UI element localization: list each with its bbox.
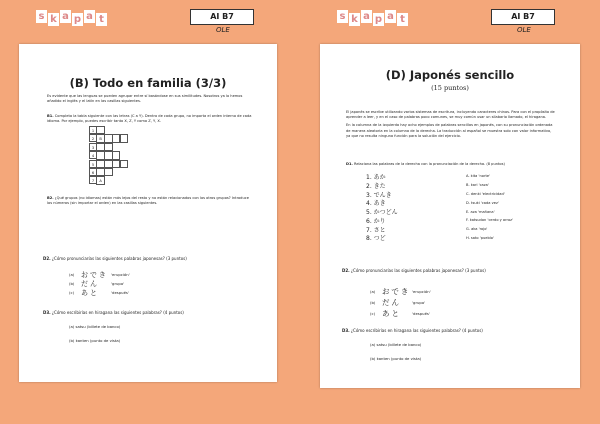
d3-answers bbox=[69, 324, 120, 343]
question-label: B1. bbox=[47, 114, 54, 118]
list-item: (b) だん 'grupo' bbox=[370, 298, 426, 307]
problem-code-left: AI B7 bbox=[190, 9, 254, 25]
question-text: Completa la tabla siguiente con las letras (C a Y). Dentro de cada grupo, no importa el orden interno de cada idioma. Por ejemplo, puedes escribir tanto X, Z, Y como Z, Y, X. bbox=[47, 114, 252, 124]
skapatt-logo-left bbox=[36, 10, 107, 28]
paragraph: En la columna de la izquierda hay ocho ejemplos de palabras sencillas en japonés, con su pronunciación ordenada de manera aleatoria en la columna de la derecha. La traducción al español se muestra solo con valor informativo, ya que no resulta ninguna función para la solución del ejercicio. bbox=[346, 123, 553, 138]
crossword-grid bbox=[89, 126, 130, 185]
list-item: (b) kanten (punto de vista) bbox=[370, 356, 422, 361]
page-left bbox=[19, 44, 277, 382]
question-label: D3. bbox=[342, 328, 350, 333]
row-number: 7 bbox=[89, 176, 97, 184]
row-number: 5 bbox=[89, 160, 97, 168]
list-item: 6. かり F. katsudon 'cerdo y arroz' bbox=[366, 217, 514, 225]
question-label: D2. bbox=[342, 268, 350, 273]
question-text: ¿Qué grupos (no idiomas) están más lejos del resto y no están relacionados con los otros grupos? Introduce los números (sin importar el orden) en las casillas siguientes. bbox=[47, 196, 249, 206]
list-item: 8. つど H. sato 'pueblo' bbox=[366, 235, 494, 243]
logo-letter: p bbox=[73, 14, 82, 25]
logo-letter: p bbox=[374, 14, 383, 25]
logo-letter: a bbox=[60, 10, 71, 23]
logo-letter: a bbox=[385, 10, 396, 23]
grid-row bbox=[89, 176, 130, 184]
ole-label-right: OLE bbox=[517, 26, 531, 34]
row-number: 6 bbox=[89, 168, 97, 176]
d3-answers bbox=[370, 342, 421, 361]
page-subtitle: (15 puntos) bbox=[431, 84, 469, 92]
list-item: (c) あと 'después' bbox=[69, 288, 129, 297]
list-item: 2. きた B. kari 'caza' bbox=[366, 182, 489, 190]
d1-matching-list bbox=[366, 172, 513, 242]
list-item: 3. でんき C. denki 'electricidad' bbox=[366, 191, 505, 199]
question-label: D3. bbox=[43, 310, 51, 315]
question-text: ¿Cómo escribirías en hiragana las siguientes palabras? (4 puntos) bbox=[350, 328, 483, 333]
grid-cell[interactable] bbox=[96, 126, 104, 134]
list-item: 5. かつどん E. aza 'mañana' bbox=[366, 209, 495, 217]
ole-label-left: OLE bbox=[216, 26, 230, 34]
list-item: (a) satsu (billete de banco) bbox=[370, 342, 422, 347]
logo-letter: s bbox=[337, 10, 348, 23]
question-text: ¿Cómo pronunciarías las siguientes palabras japonesas? (3 puntos) bbox=[350, 268, 486, 273]
list-item: (b) kanten (punto de vista) bbox=[69, 338, 121, 343]
list-item: (c) あと 'después' bbox=[370, 309, 430, 318]
grid-row bbox=[89, 151, 130, 159]
row-number: 2 bbox=[89, 134, 97, 142]
grid-row bbox=[89, 143, 130, 151]
grid-row bbox=[89, 168, 130, 176]
question-label: D2. bbox=[43, 256, 51, 261]
list-item: (a) satsu (billete de banco) bbox=[69, 324, 121, 329]
logo-letter: s bbox=[36, 10, 47, 23]
row-number: 3 bbox=[89, 143, 97, 151]
question-label: D1. bbox=[346, 162, 353, 166]
question-text: ¿Cómo pronunciarías las siguientes palabras japonesas? (3 puntos) bbox=[51, 256, 187, 261]
list-item: 4. あき D. tsuki 'cada vez' bbox=[366, 200, 499, 208]
question-text: ¿Cómo escribirías en hiragana las siguientes palabras? (4 puntos) bbox=[51, 310, 184, 315]
list-item: (a) おでき 'erupción' bbox=[69, 270, 130, 279]
logo-letter: k bbox=[48, 13, 59, 26]
grid-cell[interactable] bbox=[104, 168, 112, 176]
grid-row bbox=[89, 126, 130, 134]
grid-cell[interactable] bbox=[112, 151, 120, 159]
d2-answers bbox=[69, 270, 130, 297]
problem-code-right: AI B7 bbox=[491, 9, 555, 25]
d2-answers bbox=[370, 286, 431, 319]
grid-cell[interactable] bbox=[120, 134, 128, 142]
question-text: Relaciona las palabras de la derecha con la pronunciación de la derecha. (8 puntos) bbox=[354, 162, 505, 166]
grid-row bbox=[89, 160, 130, 168]
logo-letter: a bbox=[84, 10, 95, 23]
grid-cell[interactable]: A bbox=[96, 176, 104, 184]
grid-cell[interactable] bbox=[104, 143, 112, 151]
list-item: 1. あか A. kita 'norte' bbox=[366, 173, 491, 181]
grid-cell[interactable] bbox=[120, 160, 128, 168]
list-item: (b) だん 'grupo' bbox=[69, 279, 125, 288]
page-title: (D) Japonés sencillo bbox=[385, 68, 515, 82]
grid-cell[interactable]: B bbox=[96, 134, 104, 142]
page-right bbox=[320, 44, 580, 388]
logo-letter: a bbox=[361, 10, 372, 23]
intro-text: Es evidente que las lenguas se pueden agrupar entre sí basándose en sus similitudes. Nosotros ya lo hemos añadido el inglés y el latín en las casillas siguientes. bbox=[47, 94, 243, 104]
list-item: (a) おでき 'erupción' bbox=[370, 287, 431, 296]
logo-letter: k bbox=[349, 13, 360, 26]
row-number: 4 bbox=[89, 151, 97, 159]
paragraph: El japonés se escribe utilizando varios sistemas de escritura, incluyendo caracteres chinos. Para con el propósito de aprender a leer, y en el caso de palabras poco comunes, se muy común usar un silabario llamado, el hiragana. bbox=[346, 110, 555, 120]
logo-letter: t bbox=[397, 13, 408, 26]
grid-row bbox=[89, 134, 130, 142]
skapatt-logo-right bbox=[337, 10, 408, 28]
logo-letter: t bbox=[96, 13, 107, 26]
page-title: (B) Todo en familia (3/3) bbox=[69, 76, 227, 90]
question-label: B2. bbox=[47, 196, 54, 200]
row-number: 1 bbox=[89, 126, 97, 134]
list-item: 7. さと G. aka 'rojo' bbox=[366, 226, 488, 234]
